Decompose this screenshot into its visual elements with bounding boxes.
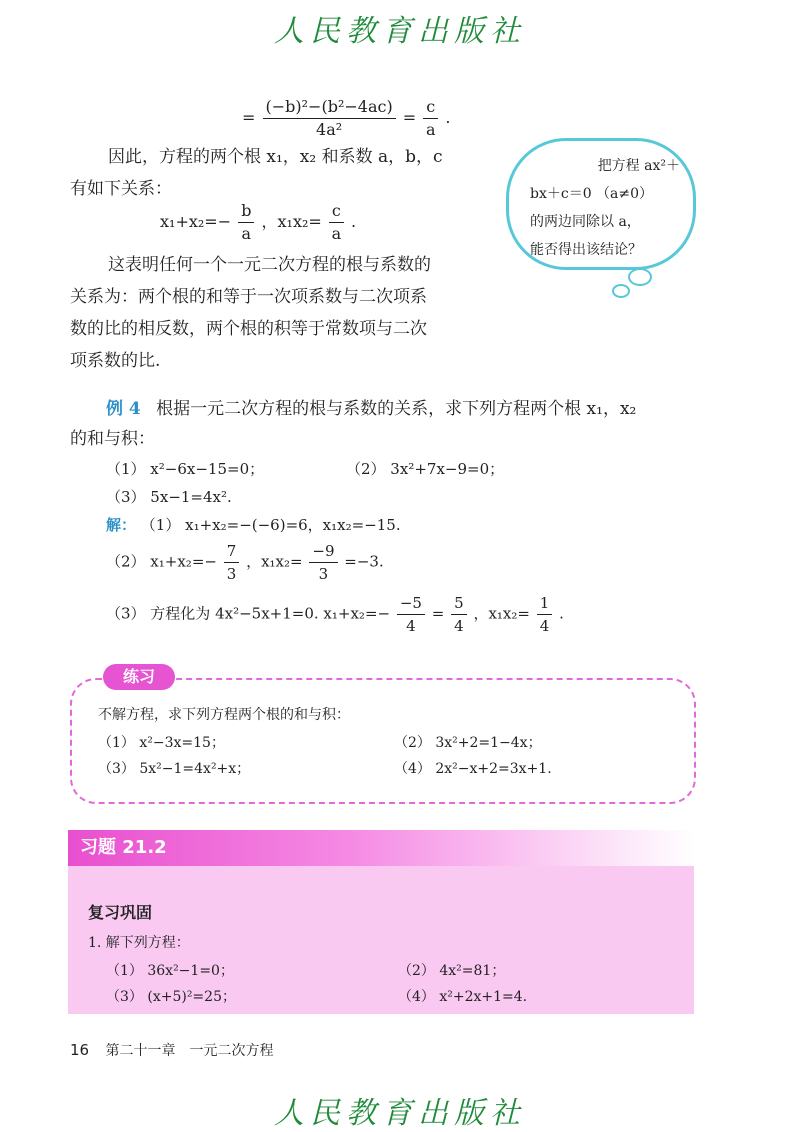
formula-denominator-2: a: [425, 120, 436, 139]
solution-text: .: [559, 604, 564, 623]
exercises-title: 习题 21.2: [80, 837, 167, 858]
cloud-line: bx＋c＝0 （a≠0）: [530, 186, 654, 202]
relation-f2-den: a: [331, 224, 342, 243]
fraction-num: −5: [397, 592, 425, 615]
solution-text: （3） 方程化为 4x²−5x+1=0. x₁+x₂=−: [106, 604, 391, 623]
solution-fraction: [537, 592, 553, 637]
paragraph-line: 有如下关系：: [70, 179, 172, 199]
cloud-line: 把方程 ax²＋: [597, 158, 680, 174]
practice-item: （1） x²−3x=15；: [98, 735, 225, 751]
example-text-2: 的和与积：: [70, 429, 155, 449]
solution-fraction: [309, 540, 337, 585]
relation-f1-den: a: [241, 224, 252, 243]
relation-f2-num: c: [329, 200, 344, 223]
formula-eq: =: [242, 108, 256, 127]
formula-denominator: 4a²: [316, 120, 343, 139]
solution-fraction: [224, 540, 240, 585]
fraction-den: 4: [454, 617, 464, 635]
solution-fraction: [451, 592, 467, 637]
formula-numerator-2: c: [423, 96, 438, 119]
formula-fraction-2: [423, 96, 438, 141]
solution-line-3: [106, 592, 564, 637]
relation-formula: [160, 200, 356, 245]
practice-intro: 不解方程，求下列方程两个根的和与积：: [98, 707, 350, 723]
practice-item: （4） 2x²−x+2=3x+1.: [394, 761, 552, 777]
fraction-den: 3: [318, 565, 329, 583]
paragraph-line: 因此，方程的两个根 x₁，x₂ 和系数 a，b，c: [108, 147, 443, 167]
paragraph-line: 关系为：两个根的和等于一次项系数与二次项系: [70, 287, 427, 307]
example-text: 根据一元二次方程的根与系数的关系，求下列方程两个根 x₁，x₂: [156, 399, 637, 419]
exercise-item: （1） 36x²−1=0；: [106, 963, 234, 979]
solution-text: =−3.: [344, 552, 384, 571]
fraction-den: 4: [406, 617, 416, 635]
practice-item: （3） 5x²−1=4x²+x；: [98, 761, 251, 777]
relation-mid: ，x₁x₂=: [261, 212, 322, 231]
exercises-section: 复习巩固: [88, 903, 153, 922]
exercise-item: （4） x²+2x+1=4.: [398, 989, 528, 1005]
formula-numerator: (−b)²−(b²−4ac): [263, 96, 396, 119]
formula-end: .: [445, 108, 451, 127]
formula-top: [242, 96, 450, 141]
chapter-title: 第二十一章 一元二次方程: [105, 1043, 274, 1059]
exercise-question: 1. 解下列方程：: [88, 935, 190, 951]
fraction-den: 4: [539, 617, 550, 635]
paragraph-line: 项系数的比.: [70, 351, 161, 371]
cloud-line: 的两边同除以 a，: [530, 214, 641, 230]
publisher-logo-bottom: 人民教育出版社: [274, 1096, 526, 1131]
formula-fraction: [263, 96, 396, 141]
relation-f1-num: b: [238, 200, 254, 223]
fraction-num: 5: [451, 592, 467, 615]
fraction-num: 7: [224, 540, 240, 563]
relation-fraction-1: [238, 200, 254, 245]
relation-fraction-2: [329, 200, 344, 245]
relation-end: .: [350, 212, 357, 231]
solution-line-1: [106, 508, 401, 542]
exercises-header: [68, 830, 694, 866]
cloud-text: [530, 152, 680, 264]
relation-left: x₁+x₂=−: [160, 212, 232, 231]
practice-item: （2） 3x²+2=1−4x；: [394, 735, 542, 751]
paragraph-line: 这表明任何一个一元二次方程的根与系数的: [108, 255, 431, 275]
example-question: （2） 3x²+7x−9=0；: [346, 460, 505, 478]
solution-line-2: [106, 540, 384, 585]
solution-text: （1） x₁+x₂=−(−6)=6，x₁x₂=−15.: [140, 516, 401, 534]
formula-eq2: =: [402, 108, 417, 127]
example-question: （1） x²−6x−15=0；: [106, 460, 265, 478]
fraction-num: 1: [537, 592, 553, 615]
solution-text: （2） x₁+x₂=−: [106, 552, 217, 571]
publisher-logo: 人民教育出版社: [274, 14, 526, 49]
solution-text: =: [431, 604, 445, 623]
exercise-item: （3） (x+5)²=25；: [106, 989, 236, 1005]
thought-bubble-dot: [628, 268, 652, 286]
example-question: （3） 5x−1=4x².: [106, 488, 232, 506]
fraction-num: −9: [309, 540, 337, 563]
solution-text: ，x₁x₂=: [473, 604, 530, 623]
solution-label: 解：: [106, 516, 137, 534]
page-footer: [70, 1040, 274, 1060]
example-label: 例 4: [106, 399, 141, 419]
paragraph-line: 数的比的相反数，两个根的积等于常数项与二次: [70, 319, 427, 339]
page-number: 16: [70, 1041, 90, 1059]
solution-text: ，x₁x₂=: [246, 552, 303, 571]
practice-tag: 练习: [103, 664, 175, 690]
solution-fraction: [397, 592, 425, 637]
thought-bubble-dot: [612, 284, 630, 298]
example-heading: [106, 392, 636, 426]
exercise-item: （2） 4x²=81；: [398, 963, 506, 979]
fraction-den: 3: [226, 565, 237, 583]
cloud-line: 能否得出该结论？: [530, 242, 642, 258]
